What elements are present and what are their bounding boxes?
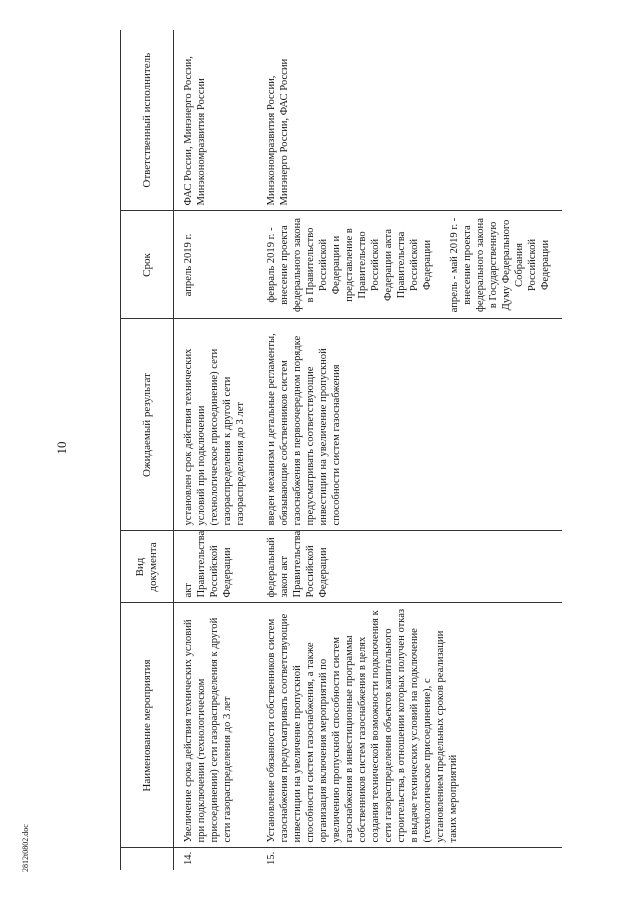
activity-name: Установление обязанности собственников систем газоснабжения предусматривать соответствующие инвестиции на увеличение пропускной способности систем газоснабжения, а также организация включения мероприятий по увеличению пропускной способности систем газоснабжения в инвестиционные программы собственников систем газоснабжения в целях создания технической возможности подключения к сети газораспределения объектов капитального строительства, в отношении которых получен отказ в выдаче технических условий на подключение (технологическое присоединение), с установлением предельных сроков реализации таких мероприятий xyxy=(257,603,562,848)
activity-name: Увеличение срока действия технических условий при подключении (технологическом присоединении) сети газораспределения к другой сети газораспределения до 3 лет xyxy=(174,603,258,848)
row-number: 14. xyxy=(183,851,194,865)
term-cell xyxy=(174,211,258,319)
header-responsible: Ответственный исполнитель xyxy=(121,30,174,211)
action-plan-table xyxy=(120,30,562,870)
expected-result: введен механизм и детальные регламенты, обязывающие собственников систем газоснабжения в первоочередном порядке предусматривать соответствующие инвестиции на увеличение пропускной способности систем газоснабжения xyxy=(257,319,562,531)
footer-document-code: 2812t0802.doc xyxy=(21,824,30,872)
header-number xyxy=(121,848,174,870)
table-header-row xyxy=(121,30,174,870)
expected-result: установлен срок действия технических условий при подключении (технологическое присоединение) сети газораспределения к другой сети газораспределения до 3 лет xyxy=(174,319,258,531)
header-document-type: Вид документа xyxy=(121,531,174,603)
landscape-sheet xyxy=(120,30,640,870)
table-row xyxy=(174,30,258,870)
header-activity-name: Наименование мероприятия xyxy=(121,603,174,848)
header-expected-result: Ожидаемый результат xyxy=(121,319,174,531)
document-type: федеральный закон акт Правительства Российской Федерации xyxy=(257,531,562,603)
row-number: 15. xyxy=(266,851,277,865)
term-text: апрель 2019 г. xyxy=(183,233,194,297)
page-number: 10 xyxy=(54,441,69,455)
table-row xyxy=(257,30,562,870)
term-text-second: апрель - май 2019 г. - внесение проекта федерального закона в Государственную Думу Федерального Собрания Российской Федерации xyxy=(449,217,551,313)
term-text: февраль 2019 г. - внесение проекта федерального закона в Правительство Российской Федерации и представление в Правительство Российской Федерации акта Правительства Российской Федерации xyxy=(266,218,433,312)
responsible-executor: Минэкономразвития России, Минэнерго России, ФАС России xyxy=(257,30,562,211)
responsible-executor: ФАС России, Минэнерго России, Минэкономразвития России xyxy=(174,30,258,211)
rotated-page-stage xyxy=(120,30,640,870)
header-term: Срок xyxy=(121,211,174,319)
term-cell xyxy=(257,211,562,319)
document-type: акт Правительства Российской Федерации xyxy=(174,531,258,603)
